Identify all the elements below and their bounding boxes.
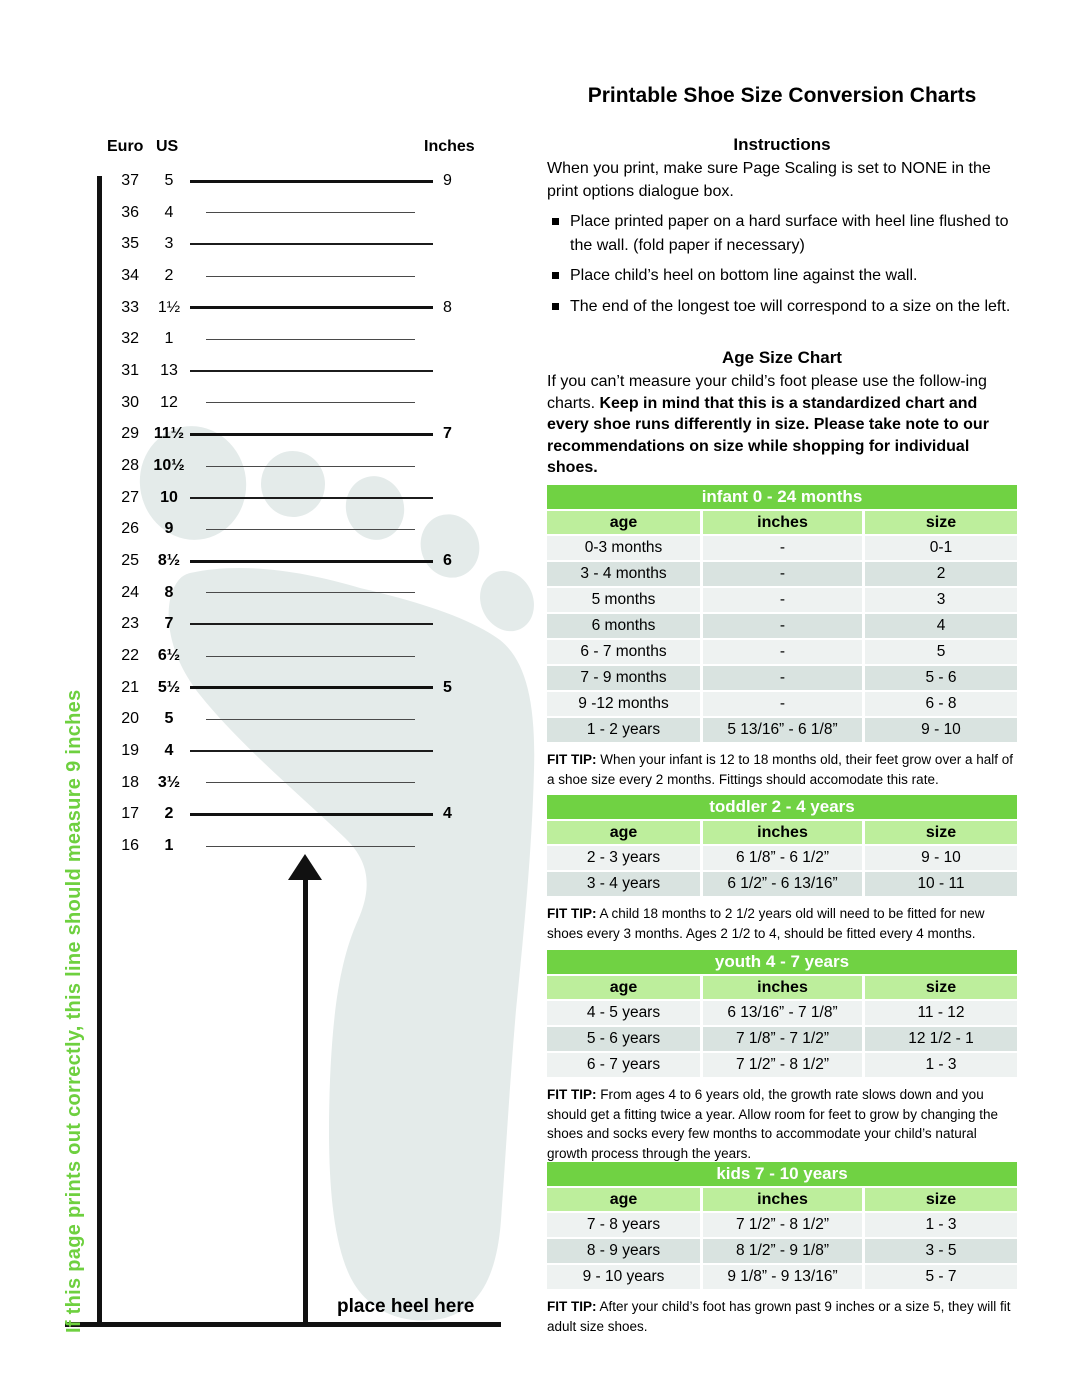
table-cell: 7 1/8” - 7 1/2” bbox=[703, 1027, 862, 1051]
us-size-label: 13 bbox=[160, 361, 178, 379]
table-cell: 1 - 3 bbox=[865, 1053, 1017, 1077]
euro-size-label: 18 bbox=[121, 773, 139, 791]
table-cell: 9 - 10 years bbox=[547, 1265, 700, 1289]
table-grid bbox=[547, 511, 1017, 742]
column-header: inches bbox=[703, 1188, 862, 1211]
table-title-bar: youth 4 - 7 years bbox=[547, 950, 1017, 974]
size-line bbox=[206, 782, 415, 783]
size-line bbox=[206, 719, 415, 720]
euro-size-label: 31 bbox=[121, 361, 139, 379]
euro-size-label: 20 bbox=[121, 710, 139, 728]
table-cell: 5 - 7 bbox=[865, 1265, 1017, 1289]
us-size-label: 4 bbox=[164, 203, 174, 221]
size-line bbox=[206, 846, 415, 847]
table-cell: - bbox=[703, 666, 862, 690]
euro-size-label: 28 bbox=[121, 456, 139, 474]
euro-size-label: 27 bbox=[121, 488, 139, 506]
age-intro-bold: Keep in mind that this is a standardized chart and every shoe runs differently in size. Please take note to our recommendations on size while shopping for individual shoes. bbox=[547, 394, 989, 476]
table-cell: 3 bbox=[865, 588, 1017, 612]
column-header: inches bbox=[703, 821, 862, 844]
size-line bbox=[190, 180, 433, 183]
table-cell: 9 - 10 bbox=[865, 846, 1017, 870]
table-cell: 6 1/2” - 6 13/16” bbox=[703, 872, 862, 896]
size-table-toddler bbox=[547, 795, 1017, 943]
us-size-label: 5 bbox=[164, 172, 174, 189]
inch-label: 6 bbox=[443, 551, 452, 569]
table-title-bar: infant 0 - 24 months bbox=[547, 485, 1017, 509]
euro-size-label: 25 bbox=[121, 551, 139, 569]
euro-size-label: 24 bbox=[121, 583, 139, 601]
euro-size-label: 29 bbox=[121, 425, 139, 443]
ruler-vertical-line bbox=[97, 176, 102, 1327]
table-cell: 5 - 6 bbox=[865, 666, 1017, 690]
size-line bbox=[190, 497, 433, 499]
column-header: inches bbox=[703, 976, 862, 999]
table-cell: 4 - 5 years bbox=[547, 1001, 700, 1025]
size-line bbox=[206, 466, 415, 467]
instructions-heading: Instructions bbox=[733, 135, 831, 154]
heel-label: place heel here bbox=[337, 1296, 475, 1317]
table-title-bar: toddler 2 - 4 years bbox=[547, 795, 1017, 819]
table-cell: - bbox=[703, 614, 862, 638]
size-line bbox=[206, 402, 415, 403]
print-check-note: If this page prints out correctly, this line should measure 9 inches bbox=[63, 689, 85, 1333]
column-header: size bbox=[865, 511, 1017, 534]
us-size-label: 4 bbox=[164, 741, 174, 759]
table-grid bbox=[547, 976, 1017, 1077]
euro-size-label: 16 bbox=[121, 836, 139, 854]
table-cell: 3 - 4 months bbox=[547, 562, 700, 586]
us-size-label: 5 bbox=[164, 710, 174, 728]
table-cell: 1 - 3 bbox=[865, 1213, 1017, 1237]
column-header: age bbox=[547, 821, 700, 844]
table-grid bbox=[547, 821, 1017, 896]
third-toe-shape bbox=[339, 470, 411, 546]
table-cell: 12 1/2 - 1 bbox=[865, 1027, 1017, 1051]
size-line bbox=[206, 592, 415, 593]
us-size-label: 8 bbox=[164, 583, 174, 601]
euro-size-label: 36 bbox=[121, 203, 139, 221]
size-line bbox=[190, 433, 433, 436]
table-cell: 8 1/2” - 9 1/8” bbox=[703, 1239, 862, 1263]
euro-size-label: 37 bbox=[121, 172, 139, 189]
size-line bbox=[206, 529, 415, 530]
table-cell: 9 1/8” - 9 13/16” bbox=[703, 1265, 862, 1289]
fit-tip-label: FIT TIP: bbox=[547, 1087, 597, 1102]
euro-size-label: 33 bbox=[121, 298, 139, 316]
table-cell: 9 -12 months bbox=[547, 692, 700, 716]
measure-arrow-shaft bbox=[303, 876, 308, 1322]
euro-size-label: 21 bbox=[121, 678, 139, 696]
table-cell: 11 - 12 bbox=[865, 1001, 1017, 1025]
us-size-label: 10½ bbox=[153, 456, 185, 474]
fit-tip-label: FIT TIP: bbox=[547, 1299, 597, 1314]
column-header: inches bbox=[703, 511, 862, 534]
size-line bbox=[190, 560, 433, 563]
size-line bbox=[190, 686, 433, 689]
size-line bbox=[190, 813, 433, 816]
us-size-label: 12 bbox=[160, 393, 178, 411]
size-table-youth bbox=[547, 950, 1017, 1163]
table-cell: 5 - 6 years bbox=[547, 1027, 700, 1051]
euro-size-label: 19 bbox=[121, 741, 139, 759]
us-size-label: 3 bbox=[164, 235, 174, 253]
euro-size-label: 32 bbox=[121, 330, 139, 348]
table-cell: 6 13/16” - 7 1/8” bbox=[703, 1001, 862, 1025]
fourth-toe-shape bbox=[412, 506, 488, 586]
table-cell: 6 - 7 years bbox=[547, 1053, 700, 1077]
table-cell: - bbox=[703, 640, 862, 664]
euro-column-header: Euro bbox=[107, 138, 144, 155]
heel-baseline bbox=[65, 1322, 501, 1327]
age-size-chart-heading: Age Size Chart bbox=[722, 348, 842, 367]
size-line bbox=[206, 276, 415, 277]
euro-size-label: 26 bbox=[121, 520, 139, 538]
euro-size-label: 17 bbox=[121, 805, 139, 823]
foot-body-shape bbox=[169, 568, 535, 1321]
us-size-label: 5½ bbox=[157, 678, 181, 696]
size-line bbox=[190, 750, 433, 752]
us-size-label: 7 bbox=[164, 615, 174, 633]
table-cell: 1 - 2 years bbox=[547, 718, 700, 742]
instruction-bullet: Place printed paper on a hard surface with heel line flushed to the wall. (fold paper if necessary) bbox=[549, 210, 1011, 257]
table-cell: - bbox=[703, 536, 862, 560]
us-size-label: 11½ bbox=[153, 425, 185, 443]
table-cell: - bbox=[703, 588, 862, 612]
fit-tip: FIT TIP: A child 18 months to 2 1/2 years old will need to be fitted for new shoes every 3 months. Ages 2 1/2 to 4, should be fitted every 4 months. bbox=[547, 906, 985, 941]
second-toe-shape bbox=[258, 448, 329, 520]
column-header: age bbox=[547, 511, 700, 534]
instruction-bullet: Place child’s heel on bottom line against the wall. bbox=[549, 264, 1011, 288]
instruction-bullet: The end of the longest toe will correspond to a size on the left. bbox=[549, 295, 1011, 319]
us-size-label: 1½ bbox=[157, 298, 181, 316]
table-cell: 5 bbox=[865, 640, 1017, 664]
fit-tip-label: FIT TIP: bbox=[547, 906, 597, 921]
euro-size-label: 30 bbox=[121, 393, 139, 411]
inch-label: 8 bbox=[443, 298, 452, 316]
size-line bbox=[190, 370, 433, 372]
size-line bbox=[206, 212, 415, 213]
fit-tip: FIT TIP: From ages 4 to 6 years old, the growth rate slows down and you should get a fitting twice a year. Allow room for feet to grow by changing the shoes and socks every few months to accommodate your child’s natural growth process through the years. bbox=[547, 1087, 999, 1161]
measure-arrow-head-icon bbox=[288, 854, 322, 880]
table-cell: 7 - 9 months bbox=[547, 666, 700, 690]
table-cell: 8 - 9 years bbox=[547, 1239, 700, 1263]
us-size-label: 2 bbox=[164, 805, 174, 823]
us-column-header: US bbox=[156, 138, 179, 155]
us-size-label: 1 bbox=[164, 330, 174, 348]
us-size-label: 10 bbox=[160, 488, 178, 506]
euro-size-label: 23 bbox=[121, 615, 139, 633]
inches-column-header: Inches bbox=[424, 138, 475, 155]
table-cell: 4 bbox=[865, 614, 1017, 638]
column-header: size bbox=[865, 1188, 1017, 1211]
inch-label: 9 bbox=[443, 172, 452, 189]
table-cell: 3 - 5 bbox=[865, 1239, 1017, 1263]
table-cell: 6 - 7 months bbox=[547, 640, 700, 664]
us-size-label: 6½ bbox=[157, 646, 181, 664]
size-table-infant bbox=[547, 485, 1017, 789]
euro-size-label: 22 bbox=[121, 646, 139, 664]
table-cell: 6 - 8 bbox=[865, 692, 1017, 716]
table-cell: 0-1 bbox=[865, 536, 1017, 560]
fit-tip: FIT TIP: After your child’s foot has grown past 9 inches or a size 5, they will fit adult size shoes. bbox=[547, 1299, 1011, 1334]
page-title: Printable Shoe Size Conversion Charts bbox=[587, 84, 977, 107]
us-size-label: 3½ bbox=[157, 773, 181, 791]
table-cell: 0-3 months bbox=[547, 536, 700, 560]
euro-size-label: 35 bbox=[121, 235, 139, 253]
size-line bbox=[190, 623, 433, 625]
table-cell: 9 - 10 bbox=[865, 718, 1017, 742]
table-cell: - bbox=[703, 692, 862, 716]
table-cell: 7 - 8 years bbox=[547, 1213, 700, 1237]
table-grid bbox=[547, 1188, 1017, 1289]
column-header: size bbox=[865, 976, 1017, 999]
inch-label: 4 bbox=[443, 805, 452, 823]
instructions-list bbox=[549, 210, 1011, 325]
inch-label: 7 bbox=[443, 425, 452, 443]
table-cell: - bbox=[703, 562, 862, 586]
instructions-intro: When you print, make sure Page Scaling is set to NONE in the print options dialogue box. bbox=[547, 160, 991, 200]
euro-size-label: 34 bbox=[121, 266, 139, 284]
size-line bbox=[206, 656, 415, 657]
table-cell: 6 months bbox=[547, 614, 700, 638]
table-cell: 2 bbox=[865, 562, 1017, 586]
table-cell: 2 - 3 years bbox=[547, 846, 700, 870]
table-cell: 6 1/8” - 6 1/2” bbox=[703, 846, 862, 870]
table-cell: 3 - 4 years bbox=[547, 872, 700, 896]
size-table-kids bbox=[547, 1162, 1017, 1336]
us-size-label: 2 bbox=[164, 266, 174, 284]
table-cell: 5 13/16” - 6 1/8” bbox=[703, 718, 862, 742]
column-header: age bbox=[547, 976, 700, 999]
size-line bbox=[190, 306, 433, 309]
column-header: size bbox=[865, 821, 1017, 844]
table-cell: 7 1/2” - 8 1/2” bbox=[703, 1213, 862, 1237]
column-header: age bbox=[547, 1188, 700, 1211]
age-size-chart-intro bbox=[547, 371, 1021, 479]
size-line bbox=[206, 339, 415, 340]
us-size-label: 8½ bbox=[157, 551, 181, 569]
table-title-bar: kids 7 - 10 years bbox=[547, 1162, 1017, 1186]
table-cell: 10 - 11 bbox=[865, 872, 1017, 896]
age-intro-regular: If you can’t measure your child’s foot please use the follow-ing charts. bbox=[547, 373, 987, 412]
fit-tip-label: FIT TIP: bbox=[547, 752, 597, 767]
size-line bbox=[190, 243, 433, 245]
pinky-toe-shape bbox=[470, 562, 543, 640]
table-cell: 7 1/2” - 8 1/2” bbox=[703, 1053, 862, 1077]
inch-label: 5 bbox=[443, 678, 452, 696]
us-size-label: 1 bbox=[164, 836, 174, 854]
us-size-label: 9 bbox=[164, 520, 174, 538]
fit-tip: FIT TIP: When your infant is 12 to 18 months old, their feet grow over a half of a shoe size every 2 months. Fittings should accomodate this rate. bbox=[547, 752, 1013, 787]
table-cell: 5 months bbox=[547, 588, 700, 612]
